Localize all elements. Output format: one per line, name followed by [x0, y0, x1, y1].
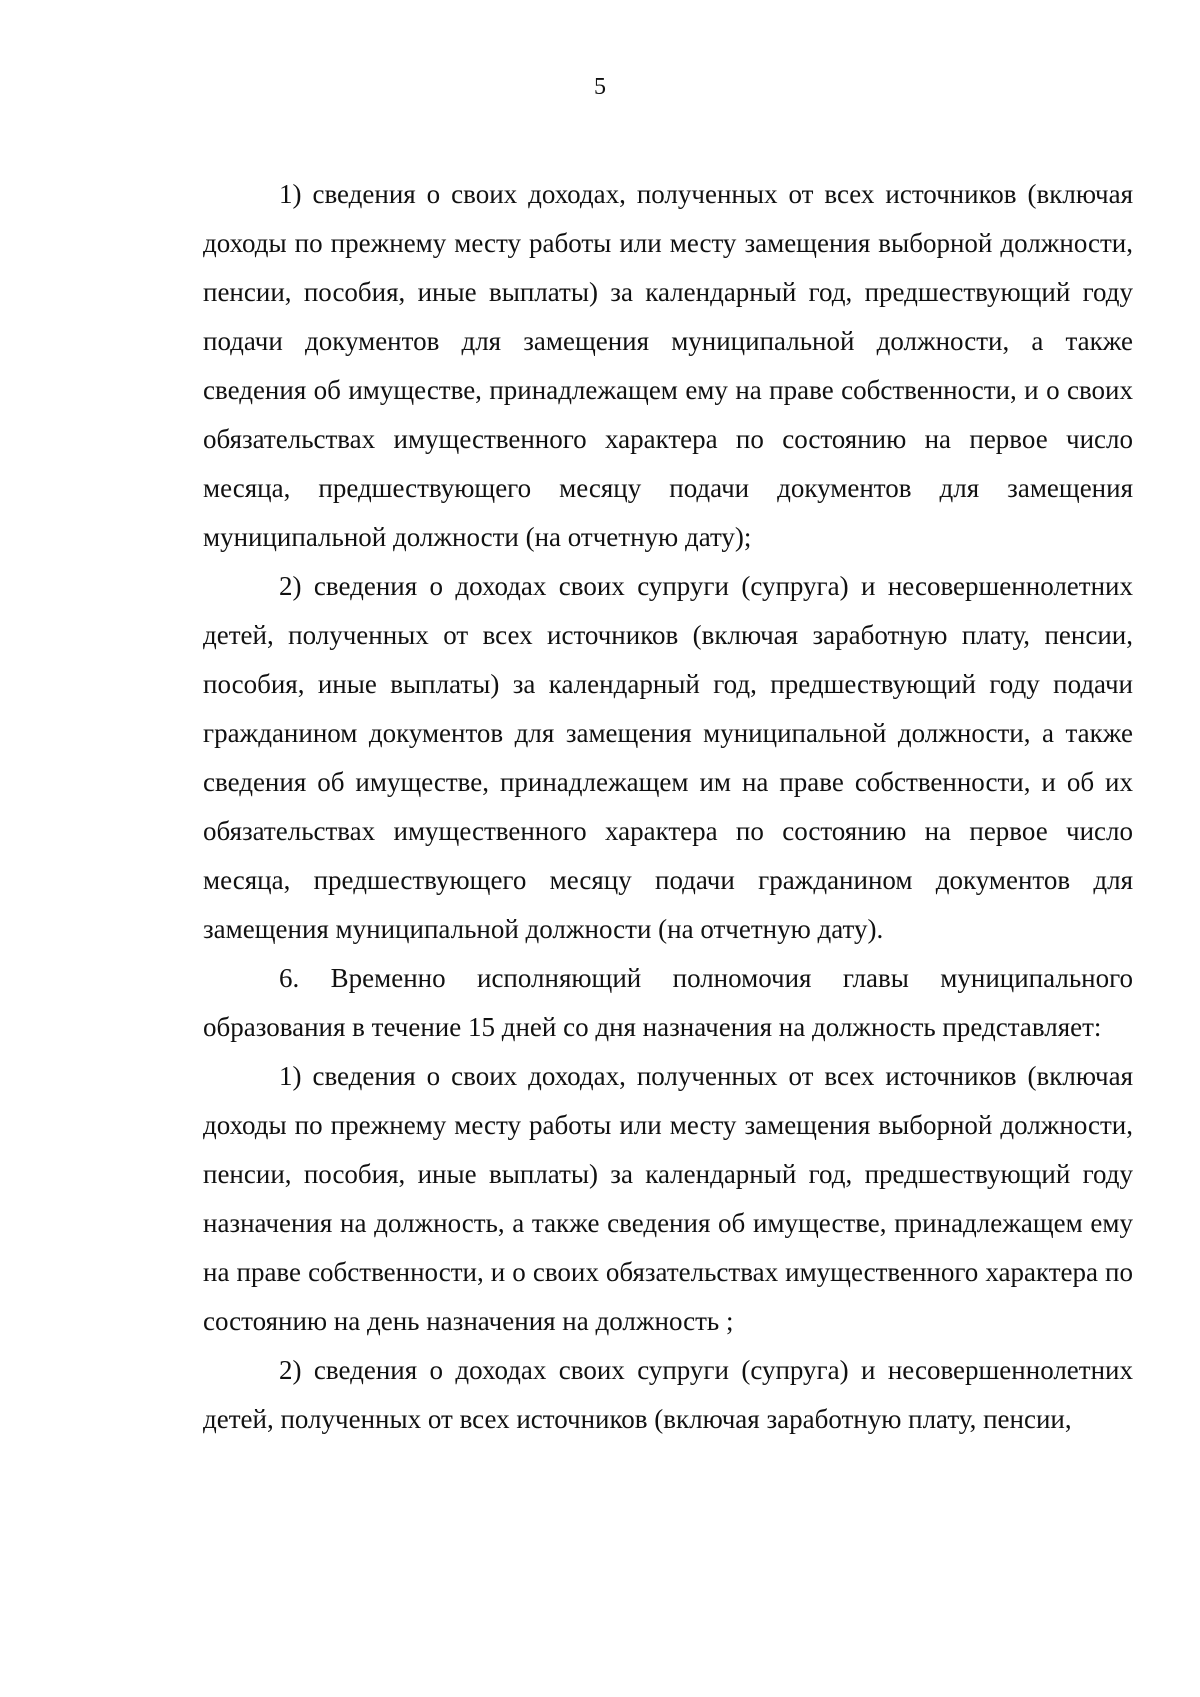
document-body — [203, 170, 1133, 1444]
paragraph-income-family-1: 2) сведения о доходах своих супруги (супруга) и несовершеннолетних детей, полученных от всех источников (включая заработную плату, пенсии, пособия, иные выплаты) за календарный год, предшествующий году подачи гражданином документов для замещения муниципальной должности, а также сведения об имуществе, принадлежащем им на праве собственности, и об их обязательствах имущественного характера по состоянию на первое число месяца, предшествующего месяцу подачи гражданином документов для замещения муниципальной должности (на отчетную дату). — [203, 571, 1133, 944]
paragraph-income-own-1: 1) сведения о своих доходах, полученных от всех источников (включая доходы по прежнему месту работы или месту замещения выборной должности, пенсии, пособия, иные выплаты) за календарный год, предшествующий году подачи документов для замещения муниципальной должности, а также сведения об имуществе, принадлежащем ему на праве собственности, и о своих обязательствах имущественного характера по состоянию на первое число месяца, предшествующего месяцу подачи документов для замещения муниципальной должности (на отчетную дату); — [203, 179, 1133, 552]
paragraph-income-own-2: 1) сведения о своих доходах, полученных от всех источников (включая доходы по прежнему месту работы или месту замещения выборной должности, пенсии, пособия, иные выплаты) за календарный год, предшествующий году назначения на должность, а также сведения об имуществе, принадлежащем ему на праве собственности, и о своих обязательствах имущественного характера по состоянию на день назначения на должность ; — [203, 1061, 1133, 1336]
paragraph-section-6: 6. Временно исполняющий полномочия главы муниципального образования в течение 15 дней со дня назначения на должность представляет: — [203, 963, 1133, 1042]
page-number: 5 — [594, 74, 606, 100]
paragraph-income-family-2: 2) сведения о доходах своих супруги (супруга) и несовершеннолетних детей, полученных от всех источников (включая заработную плату, пенсии, — [203, 1355, 1133, 1434]
